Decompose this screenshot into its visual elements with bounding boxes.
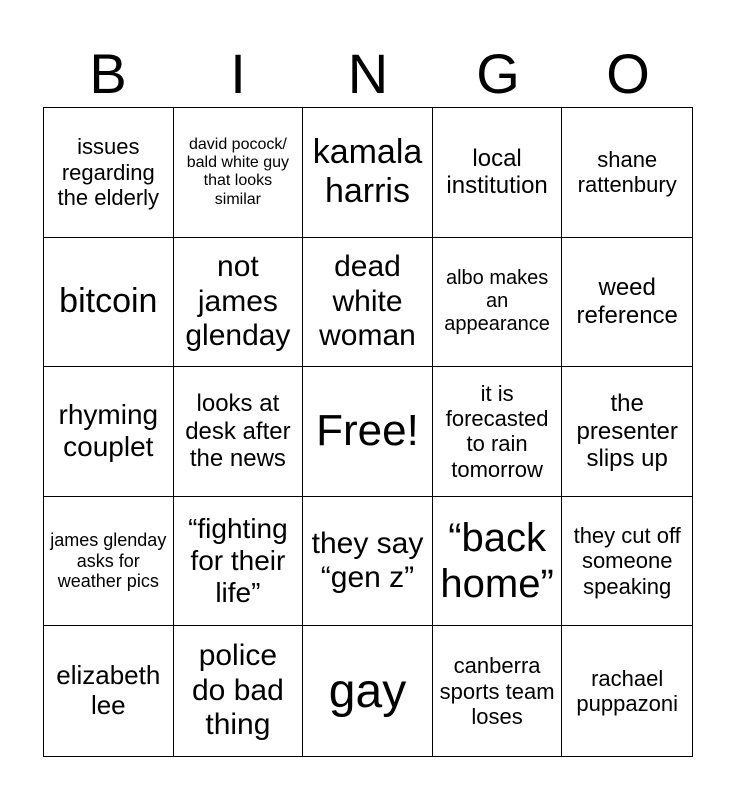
- bingo-cell-text: dead white woman: [319, 250, 416, 353]
- bingo-cell-text: local institution: [446, 144, 548, 200]
- bingo-cell-text: “fighting for their life”: [188, 512, 288, 609]
- bingo-cell-text: bitcoin: [59, 282, 158, 321]
- bingo-cell-text: not james glenday: [185, 250, 291, 353]
- bingo-cell[interactable]: [174, 238, 304, 368]
- bingo-cell[interactable]: [562, 497, 692, 627]
- bingo-cell-text: it is forecasted to rain tomorrow: [445, 380, 549, 482]
- bingo-cell[interactable]: [303, 108, 433, 238]
- bingo-header: [43, 40, 693, 108]
- header-letter-n: N: [347, 42, 389, 105]
- header-letter-g: G: [476, 42, 520, 105]
- bingo-cell-text: weed reference: [576, 274, 678, 329]
- bingo-cell-text: shane rattenbury: [577, 147, 677, 198]
- bingo-cell-text: they cut off someone speaking: [573, 523, 681, 599]
- bingo-cell[interactable]: [44, 108, 174, 238]
- bingo-cell-text: issues regarding the elderly: [57, 134, 160, 210]
- bingo-cell[interactable]: [174, 497, 304, 627]
- bingo-card-grid: [43, 107, 693, 757]
- bingo-cell-text: “back home”: [440, 516, 554, 607]
- bingo-cell[interactable]: [433, 238, 563, 368]
- bingo-cell-text: albo makes an appearance: [444, 267, 550, 336]
- bingo-cell[interactable]: [174, 367, 304, 497]
- bingo-cell-text: david pocock/ bald white guy that looks similar: [186, 135, 290, 208]
- bingo-cell-text: rhyming couplet: [58, 399, 159, 463]
- bingo-cell-text: rachael puppazoni: [576, 665, 678, 717]
- header-letter-i: I: [230, 42, 246, 105]
- bingo-cell-text: the presenter slips up: [576, 390, 678, 473]
- bingo-cell-text: looks at desk after the news: [185, 390, 291, 473]
- bingo-cell[interactable]: [562, 626, 692, 756]
- bingo-cell-text: elizabeth lee: [56, 660, 161, 721]
- bingo-cell-text: kamala harris: [312, 133, 423, 211]
- bingo-cell[interactable]: [44, 497, 174, 627]
- free-space-text: Free!: [316, 406, 419, 456]
- bingo-cell[interactable]: [174, 626, 304, 756]
- bingo-cell-text: james glenday asks for weather pics: [50, 530, 167, 592]
- bingo-cell[interactable]: [303, 626, 433, 756]
- bingo-cell-text: gay: [328, 664, 407, 718]
- bingo-cell[interactable]: [303, 238, 433, 368]
- bingo-cell[interactable]: [562, 108, 692, 238]
- bingo-cell[interactable]: [433, 626, 563, 756]
- bingo-cell[interactable]: [44, 238, 174, 368]
- bingo-cell[interactable]: [44, 626, 174, 756]
- bingo-cell[interactable]: [433, 367, 563, 497]
- header-letter-o: O: [606, 42, 650, 105]
- bingo-cell[interactable]: [174, 108, 304, 238]
- bingo-cell-text: they say “gen z”: [311, 526, 424, 595]
- bingo-cell-text: canberra sports team loses: [439, 653, 555, 729]
- bingo-cell[interactable]: [562, 367, 692, 497]
- bingo-free-space[interactable]: [303, 367, 433, 497]
- header-letter-b: B: [89, 42, 127, 105]
- bingo-cell[interactable]: [562, 238, 692, 368]
- bingo-cell-text: police do bad thing: [192, 639, 284, 742]
- bingo-cell[interactable]: [433, 108, 563, 238]
- bingo-cell[interactable]: [44, 367, 174, 497]
- bingo-cell[interactable]: [303, 497, 433, 627]
- bingo-cell[interactable]: [433, 497, 563, 627]
